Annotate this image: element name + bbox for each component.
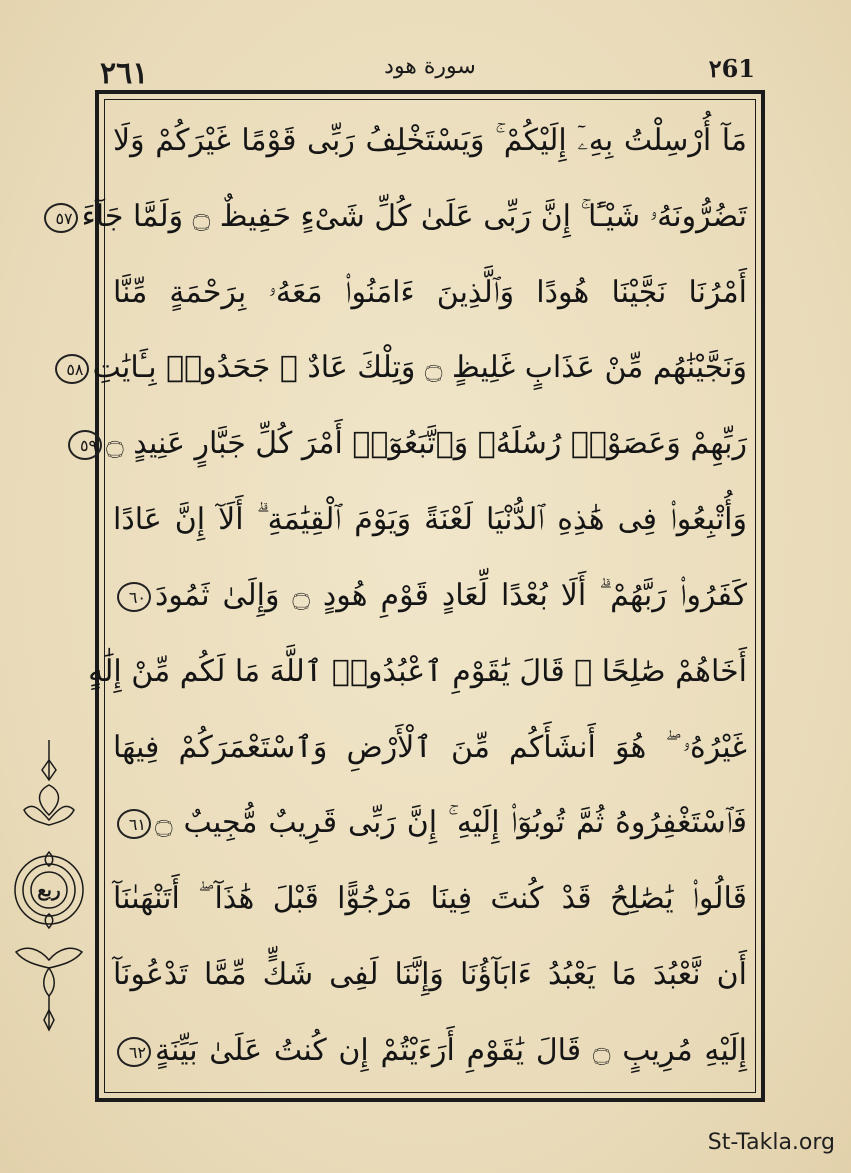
text-line <box>113 260 747 326</box>
rub-label: ربع <box>37 880 61 901</box>
text-line <box>113 563 747 629</box>
line-text: تَضُرُّونَهُۥ شَيْـًٔا ۚ إِنَّ رَبِّى عَلَىٰ كُلِّ شَىْءٍ حَفِيظٌ ۝ وَلَمَّا جَآءَ <box>81 198 747 234</box>
ayah-number-marker: ٥٨ <box>55 354 89 384</box>
surah-title: سورة هود <box>384 54 476 79</box>
ayah-number-marker: ٦١ <box>117 809 151 839</box>
line-text: أَمْرُنَا نَجَّيْنَا هُودًا وَٱلَّذِينَ ءَامَنُوا۟ مَعَهُۥ بِرَحْمَةٍ مِّنَّا <box>113 274 747 310</box>
quran-text-block <box>55 108 748 1084</box>
line-text: وَأُتْبِعُوا۟ فِى هَٰذِهِ ٱلدُّنْيَا لَعْنَةً وَيَوْمَ ٱلْقِيَٰمَةِ ۗ أَلَآ إِنَّ عَادًا <box>113 502 747 538</box>
line-text: وَنَجَّيْنَٰهُم مِّنْ عَذَابٍ غَلِيظٍ ۝ وَتِلْكَ عَادٌ ۖ جَحَدُوا۟ بِـَٔايَٰتِ <box>92 350 747 386</box>
text-line <box>113 715 747 781</box>
text-line <box>79 411 747 477</box>
ayah-number-marker: ٦٢ <box>117 1037 151 1067</box>
line-text: قَالُوا۟ يَٰصَٰلِحُ قَدْ كُنتَ فِينَا مَرْجُوًّا قَبْلَ هَٰذَآ ۖ أَتَنْهَىٰنَآ <box>113 881 747 917</box>
ayah-number-marker: ٦٠ <box>117 582 151 612</box>
line-text: إِلَيْهِ مُرِيبٍ ۝ قَالَ يَٰقَوْمِ أَرَءَيْتُمْ إِن كُنتُ عَلَىٰ بَيِّنَةٍ <box>155 1032 747 1068</box>
text-frame <box>55 90 765 1102</box>
text-line <box>113 942 747 1008</box>
page-number-mixed: ٢61 <box>708 54 755 83</box>
line-text: رَبِّهِمْ وَعَصَوْا۟ رُسُلَهُۥ وَٱتَّبَعُوٓا۟ أَمْرَ كُلِّ جَبَّارٍ عَنِيدٍ ۝ <box>106 426 747 462</box>
text-line <box>66 335 747 401</box>
text-line <box>113 487 747 553</box>
ayah-number-marker: ٥٩ <box>68 430 102 460</box>
line-text: أَن نَّعْبُدَ مَا يَعْبُدُ ءَابَآؤُنَا وَإِنَّنَا لَفِى شَكٍّ مِّمَّا تَدْعُونَآ <box>113 957 747 993</box>
page-number-arabic: ٢٦١ <box>100 56 149 91</box>
line-text: كَفَرُوا۟ رَبَّهُمْ ۗ أَلَا بُعْدًا لِّعَادٍ قَوْمِ هُودٍ ۝ وَإِلَىٰ ثَمُودَ <box>155 577 748 613</box>
watermark: St-Takla.org <box>707 1130 835 1155</box>
text-line <box>88 639 747 705</box>
rub-el-hizb-ornament-icon <box>14 740 84 1030</box>
text-line <box>113 866 747 932</box>
line-text: غَيْرُهُۥ ۖ هُوَ أَنشَأَكُم مِّنَ ٱلْأَرْضِ وَٱسْتَعْمَرَكُمْ فِيهَا <box>113 729 747 765</box>
text-line <box>113 790 747 856</box>
ayah-number-marker: ٥٧ <box>44 203 78 233</box>
text-line <box>55 184 747 250</box>
line-text: فَٱسْتَغْفِرُوهُ ثُمَّ تُوبُوٓا۟ إِلَيْهِ ۚ إِنَّ رَبِّى قَرِيبٌ مُّجِيبٌ ۝ <box>155 805 747 841</box>
text-line <box>113 108 747 174</box>
page-header <box>95 48 765 91</box>
line-text: أَخَاهُمْ صَٰلِحًا ۚ قَالَ يَٰقَوْمِ ٱعْبُدُوا۟ ٱللَّهَ مَا لَكُم مِّنْ إِلَٰهٍ <box>88 653 747 689</box>
line-text: مَآ أُرْسِلْتُ بِهِۦٓ إِلَيْكُمْ ۚ وَيَسْتَخْلِفُ رَبِّى قَوْمًا غَيْرَكُمْ وَلَا <box>113 123 747 158</box>
text-line <box>113 1018 747 1084</box>
